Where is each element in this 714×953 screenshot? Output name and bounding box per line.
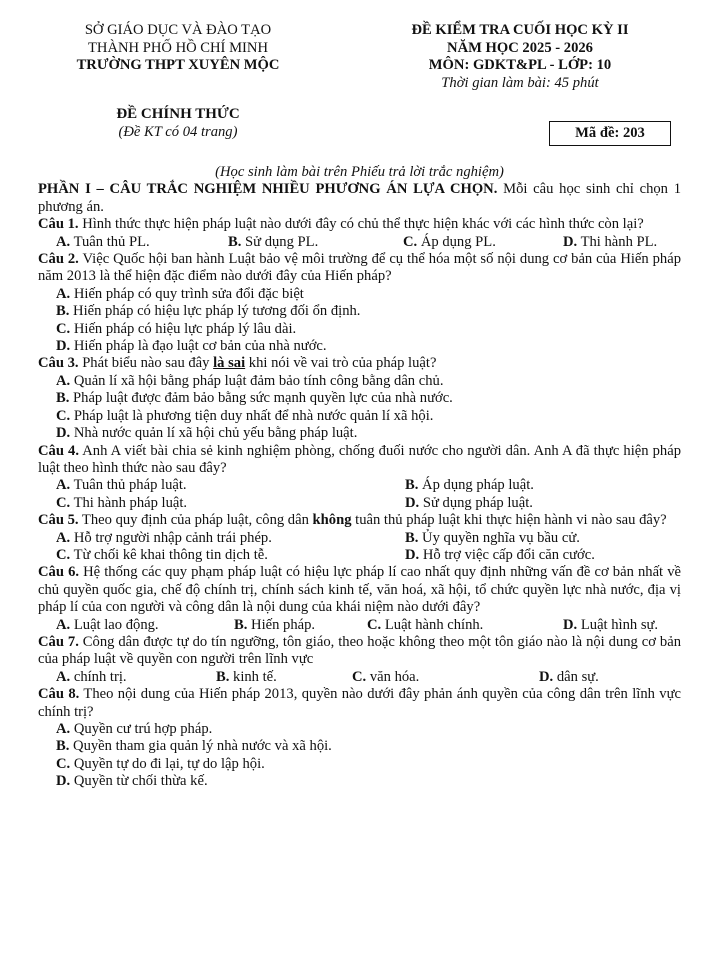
option-c: C. văn hóa. (352, 668, 420, 685)
city-name: THÀNH PHỐ HỒ CHÍ MINH (88, 39, 268, 56)
option-b: B. Sử dụng PL. (228, 233, 319, 250)
question-text: Theo nội dung của Hiến pháp 2013, quyền nào dưới đây phản ánh quyền của công dân trên lĩnh vực chính trị? (38, 686, 681, 720)
part-heading (38, 181, 681, 216)
option-a: A. Quyền cư trú hợp pháp. (56, 721, 213, 737)
part-title: PHẦN I – CÂU TRẮC NGHIỆM NHIỀU PHƯƠNG ÁN LỰA CHỌN. (38, 181, 498, 198)
question-emphasis: là sai (213, 355, 246, 372)
option-b: B. Áp dụng pháp luật. (405, 477, 534, 494)
department-name: SỞ GIÁO DỤC VÀ ĐÀO TẠO (84, 22, 272, 38)
option-b: B. Pháp luật được đảm bảo bằng sức mạnh quyền lực của nhà nước. (56, 390, 453, 407)
question-3 (38, 355, 681, 372)
option-a: A. chính trị. (56, 668, 127, 685)
question-text: Việc Quốc hội ban hành Luật bảo vệ môi trường để cụ thể hóa một số nội dung cơ bản của Hiến pháp năm 2013 là thể hiện đặc điểm nào dưới đây của Hiến pháp? (38, 251, 682, 285)
option-d: D. Hiến pháp là đạo luật cơ bản của nhà nước. (56, 338, 327, 355)
options-row (38, 495, 681, 512)
option-a: A. Hỗ trợ người nhập cảnh trái phép. (56, 529, 272, 546)
subject-line: MÔN: GDKT&PL - LỚP: 10 (428, 57, 612, 73)
option-b: B. Quyền tham gia quản lý nhà nước và xã hội. (56, 738, 332, 755)
question-8 (38, 686, 681, 721)
option-c: C. Luật hành chính. (367, 616, 484, 633)
school-name: TRƯỜNG THPT XUYÊN MỘC (76, 57, 280, 73)
question-label: Câu 3. (38, 355, 79, 372)
question-6 (38, 564, 681, 616)
option-c: C. Áp dụng PL. (403, 233, 496, 250)
question-5 (38, 512, 681, 529)
option-d: D. Sử dụng pháp luật. (405, 494, 533, 511)
options-row (38, 530, 681, 547)
option-b: B. Ủy quyền nghĩa vụ bầu cử. (405, 529, 580, 546)
question-text-end: khi nói về vai trò của pháp luật? (245, 355, 437, 372)
question-7 (38, 634, 681, 669)
option-d: D. Quyền từ chối thừa kế. (56, 773, 208, 790)
question-label: Câu 4. (38, 442, 79, 459)
option-c: C. Hiến pháp có hiệu lực pháp lý lâu dài. (56, 320, 297, 337)
option-a: A. Hiến pháp có quy trình sửa đổi đặc biệt (56, 285, 304, 302)
question-label: Câu 8. (38, 686, 80, 703)
official-label: ĐỀ CHÍNH THỨC (116, 106, 240, 122)
options-row (38, 547, 681, 564)
question-text: Theo quy định của pháp luật, công dân (78, 512, 313, 529)
question-2 (38, 251, 681, 286)
option-b: B. kinh tế. (216, 668, 277, 685)
option-d: D. Nhà nước quản lí xã hội chủ yếu bằng pháp luật. (56, 425, 358, 442)
option-d: D. Thi hành PL. (563, 233, 658, 250)
options-row (38, 234, 681, 251)
options-row (38, 617, 681, 634)
option-d: D. dân sự. (539, 668, 599, 685)
pages-note: (Đề KT có 04 trang) (118, 124, 238, 140)
question-label: Câu 2. (38, 251, 79, 268)
part-note: Mỗi câu học sinh chỉ chọn 1 phương án. (38, 181, 681, 215)
question-label: Câu 1. (38, 216, 79, 233)
question-text: Anh A viết bài chia sẻ kinh nghiệm phòng, chống đuối nước cho người dân. Anh A đã thực hiện pháp luật theo hình thức nào sau đây? (38, 442, 681, 476)
question-1 (38, 216, 681, 233)
option-c: C. Từ chối kê khai thông tin dịch tễ. (56, 546, 268, 563)
option-d: D. Hỗ trợ việc cấp đổi căn cước. (405, 546, 595, 563)
option-c: C. Thi hành pháp luật. (56, 494, 188, 511)
option-a: A. Luật lao động. (56, 616, 159, 633)
options-row (38, 477, 681, 494)
exam-content (38, 164, 681, 791)
question-emphasis: không (312, 512, 352, 529)
question-label: Câu 7. (38, 633, 79, 650)
header-left (38, 22, 318, 75)
exam-code-box: Mã đề: 203 (549, 121, 671, 146)
question-4 (38, 443, 681, 478)
question-text: Hình thức thực hiện pháp luật nào dưới đây có chủ thể thực hiện khác với các hình thức còn lại? (78, 216, 644, 233)
option-a: A. Tuân thủ PL. (56, 233, 150, 250)
option-c: C. Pháp luật là phương tiện duy nhất để nhà nước quản lí xã hội. (56, 407, 434, 424)
question-text: Công dân được tự do tín ngưỡng, tôn giáo, theo hoặc không theo một tôn giáo nào là nội dung cơ bản của pháp luật về quyền con người trên lĩnh vực (38, 633, 681, 668)
question-text: Hệ thống các quy phạm pháp luật có hiệu lực pháp lí cao nhất quy định những vấn đề cơ bản nhất về chủ quyền quốc gia, chế độ chính trị, chính sách kinh tế, văn hoá, xã hội, tổ chức quyền lực nhà nước, địa vị pháp lí của con người và công dân là nội dung của khái niệm nào dưới đây? (38, 564, 682, 616)
question-label: Câu 5. (38, 512, 79, 529)
answer-instruction: (Học sinh làm bài trên Phiếu trả lời trắc nghiệm) (215, 164, 504, 180)
option-b: B. Hiến pháp có hiệu lực pháp lý tương đối ổn định. (56, 303, 361, 320)
option-a: A. Quản lí xã hội bằng pháp luật đảm bảo tính công bằng dân chủ. (56, 372, 444, 389)
duration-line: Thời gian làm bài: 45 phút (441, 74, 599, 91)
header-right (350, 22, 690, 92)
school-year: NĂM HỌC 2025 - 2026 (447, 39, 593, 56)
question-text-end: tuân thủ pháp luật khi thực hiện hành vi nào sau đây? (351, 512, 667, 529)
option-d: D. Luật hình sự. (563, 616, 659, 633)
question-text: Phát biểu nào sau đây (78, 355, 214, 372)
option-a: A. Tuân thủ pháp luật. (56, 477, 187, 494)
option-c: C. Quyền tự do đi lại, tự do lập hội. (56, 755, 265, 772)
exam-title: ĐỀ KIỂM TRA CUỐI HỌC KỲ II (411, 22, 629, 38)
option-b: B. Hiến pháp. (234, 616, 316, 633)
options-row (38, 669, 681, 686)
question-label: Câu 6. (38, 564, 80, 581)
